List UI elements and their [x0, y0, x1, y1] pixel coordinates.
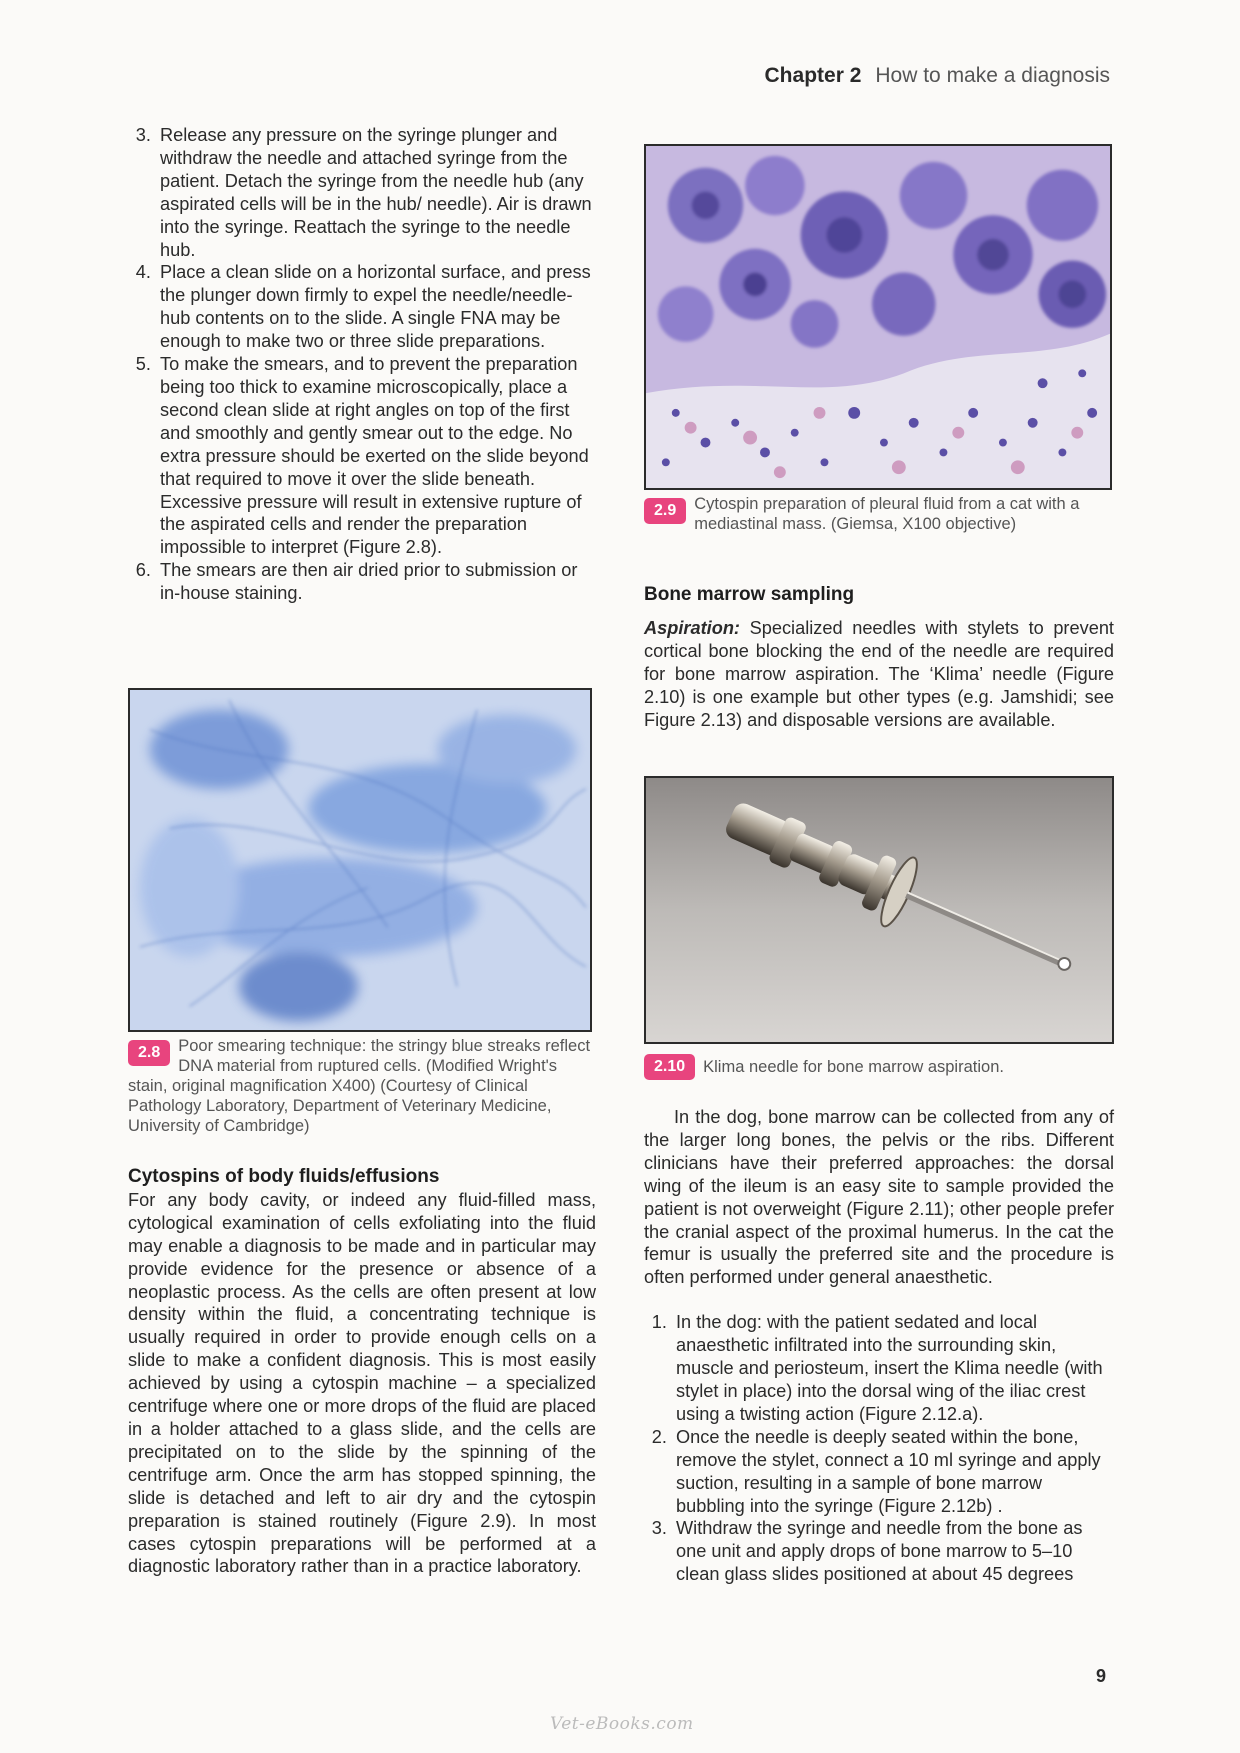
procedure-steps-list	[128, 124, 596, 605]
figure-2-10-badge: 2.10	[644, 1054, 695, 1080]
bm-step-2: 2. Once the needle is deeply seated within the bone, remove the stylet, connect a 10 ml syringe and apply suction, resulting in a sample of bone marrow bubbling into the syringe (Figure 2.12b) .	[672, 1426, 1114, 1518]
figure-2-9-badge: 2.9	[644, 498, 686, 524]
chapter-title: How to make a diagnosis	[875, 64, 1110, 87]
figure-2-9-image	[644, 144, 1112, 490]
bm-step-1: 1. In the dog: with the patient sedated and local anaesthetic infiltrated into the surrounding skin, muscle and periosteum, insert the Klima needle (with stylet in place) into the dorsal wing of the iliac crest using a twisting action (Figure 2.12.a).	[672, 1311, 1114, 1426]
figure-2-8-caption-text: Poor smearing technique: the stringy blue streaks reflect DNA material from ruptured cells. (Modified Wright's stain, original magnification X400) (Courtesy of Clinical Pathology Laboratory, Department of Veterinary Medicine, University of Cambridge)	[128, 1037, 591, 1135]
bone-marrow-paragraph: In the dog, bone marrow can be collected from any of the larger long bones, the pelvis or the ribs. Different clinicians have their preferred approaches: the dorsal wing of the ileum is an easy site to sample provided the patient is not overweight (Figure 2.11); other people prefer the cranial aspect of the proximal humerus. In the cat the femur is usually the preferred site and the procedure is often performed under general anaesthetic.	[644, 1107, 1114, 1288]
aspiration-lead: Aspiration:	[644, 617, 740, 638]
cytospins-heading: Cytospins of body fluids/effusions	[128, 1166, 440, 1187]
figure-2-9-caption-text: Cytospin preparation of pleural fluid from a cat with a mediastinal mass. (Giemsa, X100 objective)	[694, 495, 1080, 533]
figure-2-8-caption	[128, 1036, 598, 1136]
aspiration-text: Specialized needles with stylets to prevent cortical bone blocking the end of the needle are required for bone marrow aspiration. The ‘Klima’ needle (Figure 2.10) is one example but other types (e.g. Jamshidi; see Figure 2.13) and disposable versions are available.	[644, 617, 1114, 730]
step-5: 5. To make the smears, and to prevent the preparation being too thick to examine microscopically, place a second clean slide at right angles on top of the first and smoothly and gently smear out to the edge. No extra pressure should be exerted on the slide beyond that required to move it over the slide beneath. Excessive pressure will result in extensive rupture of the aspirated cells and render the preparation impossible to interpret (Figure 2.8).	[156, 353, 596, 559]
step-3: 3. Release any pressure on the syringe plunger and withdraw the needle and attached syringe from the patient. Detach the syringe from the needle hub (any aspirated cells will be in the hub/ needle). Air is drawn into the syringe. Reattach the syringe to the needle hub.	[156, 124, 596, 261]
figure-2-10-image	[644, 776, 1114, 1044]
bone-marrow-body	[644, 1106, 1114, 1586]
step-6: 6. The smears are then air dried prior to submission or in-house staining.	[156, 559, 596, 605]
figure-2-9-caption	[644, 494, 1114, 534]
bone-marrow-steps-list	[644, 1311, 1114, 1586]
figure-2-10-caption-text: Klima needle for bone marrow aspiration.	[703, 1058, 1004, 1076]
aspiration-paragraph	[644, 617, 1114, 732]
figure-2-8-badge: 2.8	[128, 1040, 170, 1066]
cytospins-section	[128, 1166, 596, 1578]
figure-2-8-image	[128, 688, 592, 1032]
cytospins-paragraph: For any body cavity, or indeed any fluid-filled mass, cytological examination of cells exfoliating into the fluid may enable a diagnosis to be made and in particular may provide evidence for the presence or absence of a neoplastic process. As the cells are often present at low density within the fluid, a concentrating technique is usually required in order to provide enough cells on a slide to make a confident diagnosis. This is most easily achieved by using a cytospin machine – a specialized centrifuge where one or more drops of the fluid are placed in a holder attached to a glass slide, and the cells are precipitated on to the slide by the spinning of the centrifuge arm. Once the arm has stopped spinning, the slide is detached and left to air dry and the cytospin preparation is stained routinely (Figure 2.9). In most cases cytospin preparations will be performed at a diagnostic laboratory rather than in a practice laboratory.	[128, 1189, 596, 1577]
running-header	[765, 64, 1110, 88]
bm-step-3: 3. Withdraw the syringe and needle from the bone as one unit and apply drops of bone marrow to 5–10 clean glass slides positioned at about 45 degrees	[672, 1517, 1114, 1586]
page-number: 9	[1096, 1666, 1107, 1686]
bone-marrow-section	[644, 584, 1114, 731]
left-steps	[128, 124, 596, 605]
figure-2-10-caption	[644, 1050, 1114, 1080]
bone-marrow-heading: Bone marrow sampling	[644, 584, 855, 605]
chapter-label: Chapter 2	[764, 64, 862, 87]
watermark: Vet-eBooks.com	[550, 1714, 694, 1734]
step-4: 4. Place a clean slide on a horizontal surface, and press the plunger down firmly to expel the needle/needle-hub contents on to the slide. A single FNA may be enough to make two or three slide preparations.	[156, 261, 596, 353]
